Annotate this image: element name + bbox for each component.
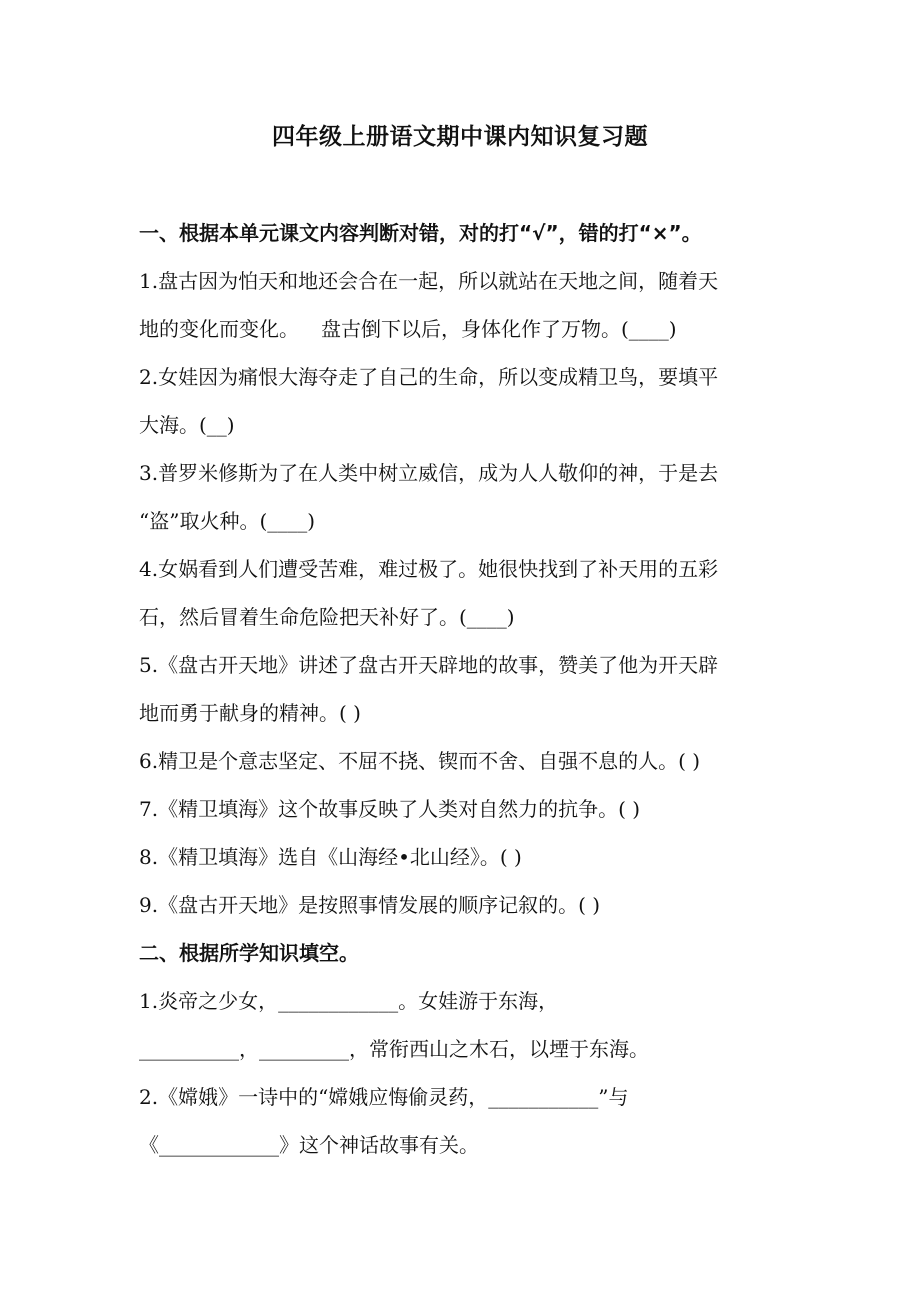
question-1-line-2 — [139, 305, 779, 353]
fill-2-line-2: 《____________》这个神话故事有关。 — [139, 1133, 479, 1157]
question-5-line-2: 地而勇于献身的精神。( ) — [139, 701, 361, 725]
fill-1-line-1: 1.炎帝之少女，____________。女娃游于东海， — [139, 989, 559, 1013]
fill-1-line-2: __________，_________，常衔西山之木石，以堙于东海。 — [139, 1037, 649, 1061]
question-1-line-2a: 地的变化而变化。 — [139, 317, 299, 341]
page-title: 四年级上册语文期中课内知识复习题 — [272, 124, 648, 150]
question-3-line-1: 3.普罗米修斯为了在人类中树立威信，成为人人敬仰的神，于是去 — [139, 461, 719, 485]
section-2-heading: 二、根据所学知识填空。 — [139, 941, 359, 965]
question-1-line-2b: 盘古倒下以后，身体化作了万物。(____) — [321, 317, 677, 341]
section-1-heading: 一、根据本单元课文内容判断对错，对的打“√”，错的打“×”。 — [139, 221, 702, 245]
question-4-line-2: 石，然后冒着生命危险把天补好了。(____) — [139, 605, 515, 629]
question-1-line-1: 1.盘古因为怕天和地还会合在一起，所以就站在天地之间，随着天 — [139, 269, 719, 293]
question-4-line-1: 4.女娲看到人们遭受苦难，难过极了。她很快找到了补天用的五彩 — [139, 557, 719, 581]
question-7: 7.《精卫填海》这个故事反映了人类对自然力的抗争。( ) — [139, 797, 641, 821]
fill-2-line-1: 2.《嫦娥》一诗中的“嫦娥应悔偷灵药，___________”与 — [139, 1085, 629, 1109]
question-2-line-1: 2.女娃因为痛恨大海夺走了自己的生命，所以变成精卫鸟，要填平 — [139, 365, 719, 389]
question-2-line-2: 大海。(__) — [139, 413, 235, 437]
question-5-line-1: 5.《盘古开天地》讲述了盘古开天辟地的故事，赞美了他为开天辟 — [139, 653, 719, 677]
document-body — [139, 209, 779, 1169]
question-3-line-2: “盗”取火种。(____) — [139, 509, 316, 533]
question-9: 9.《盘古开天地》是按照事情发展的顺序记叙的。( ) — [139, 893, 601, 917]
question-8: 8.《精卫填海》选自《山海经•北山经》。( ) — [139, 845, 522, 869]
question-6: 6.精卫是个意志坚定、不屈不挠、锲而不舍、自强不息的人。( ) — [139, 749, 701, 773]
